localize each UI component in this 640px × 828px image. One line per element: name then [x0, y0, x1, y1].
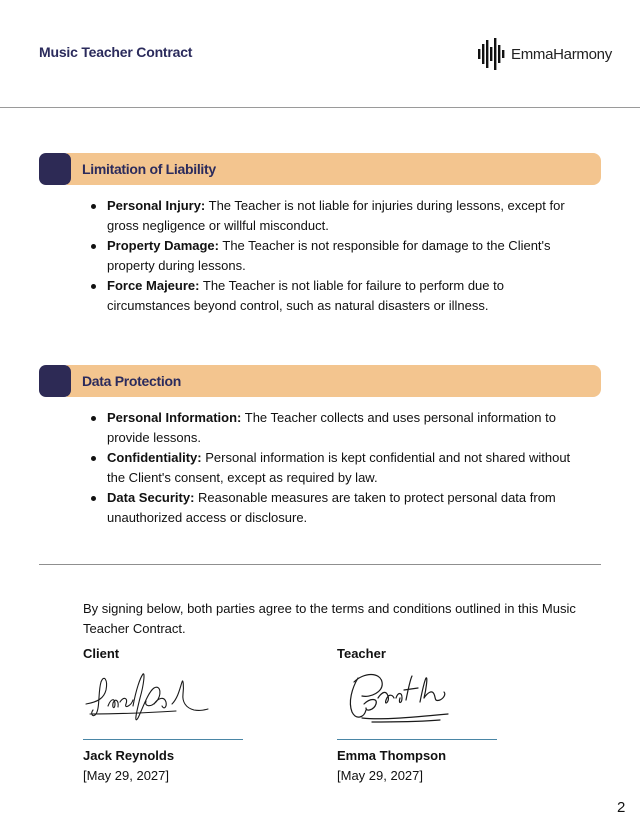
section-title: Data Protection [82, 373, 181, 389]
section-divider [39, 564, 601, 565]
term-text: The Teacher is not liable for injuries during lessons, except for gross negligence or willful misconduct. [107, 198, 565, 233]
term-text: The Teacher is not liable for failure to perform due to circumstances beyond control, such as natural disasters or illness. [107, 278, 504, 313]
term-label: Personal Information: [107, 410, 242, 425]
brand-name [511, 46, 612, 63]
term-text: Reasonable measures are taken to protect personal data from unauthorized access or disclosure. [107, 490, 556, 525]
term-label: Force Majeure: [107, 278, 200, 293]
document-title: Music Teacher Contract [39, 44, 193, 60]
term-label: Personal Injury: [107, 198, 206, 213]
brand-name-part1: Emma [511, 45, 554, 63]
client-date: [May 29, 2027] [83, 768, 169, 783]
section-title-bar [67, 153, 601, 185]
data-protection-list [82, 408, 582, 528]
teacher-role-label: Teacher [337, 646, 386, 661]
section-title: Limitation of Liability [82, 161, 216, 177]
term-label: Confidentiality: [107, 450, 202, 465]
client-name: Jack Reynolds [83, 748, 175, 763]
page-number: 2 [617, 799, 626, 816]
list-item [82, 276, 582, 316]
client-role-label: Client [83, 646, 120, 661]
teacher-signature-line [337, 739, 497, 740]
agreement-text: By signing below, both parties agree to the terms and conditions outlined in this Music Teacher Contract. [83, 601, 576, 636]
page-header [0, 0, 640, 108]
client-signature-line [83, 739, 243, 740]
section-header-limitation-of-liability [39, 153, 601, 185]
term-label: Property Damage: [107, 238, 219, 253]
section-header-data-protection [39, 365, 601, 397]
brand-name-part2: Harmony [553, 45, 612, 63]
list-item [82, 488, 582, 528]
list-item [82, 408, 582, 448]
list-item [82, 236, 582, 276]
teacher-name: Emma Thompson [337, 748, 447, 763]
brand-logo [478, 38, 612, 70]
client-signature [84, 668, 214, 730]
term-text: The Teacher collects and uses personal information to provide lessons. [107, 410, 556, 445]
section-title-bar [67, 365, 601, 397]
section-tab [39, 365, 71, 397]
section-tab [39, 153, 71, 185]
list-item [82, 448, 582, 488]
term-label: Data Security: [107, 490, 195, 505]
teacher-date: [May 29, 2027] [337, 768, 423, 783]
liability-list [82, 196, 582, 316]
term-text: The Teacher is not responsible for damage to the Client's property during lessons. [107, 238, 551, 273]
term-text: Personal information is kept confidential and not shared without the Client's consent, except as required by law. [107, 450, 571, 485]
sound-wave-icon [478, 38, 506, 70]
teacher-signature [344, 668, 454, 730]
list-item [82, 196, 582, 236]
